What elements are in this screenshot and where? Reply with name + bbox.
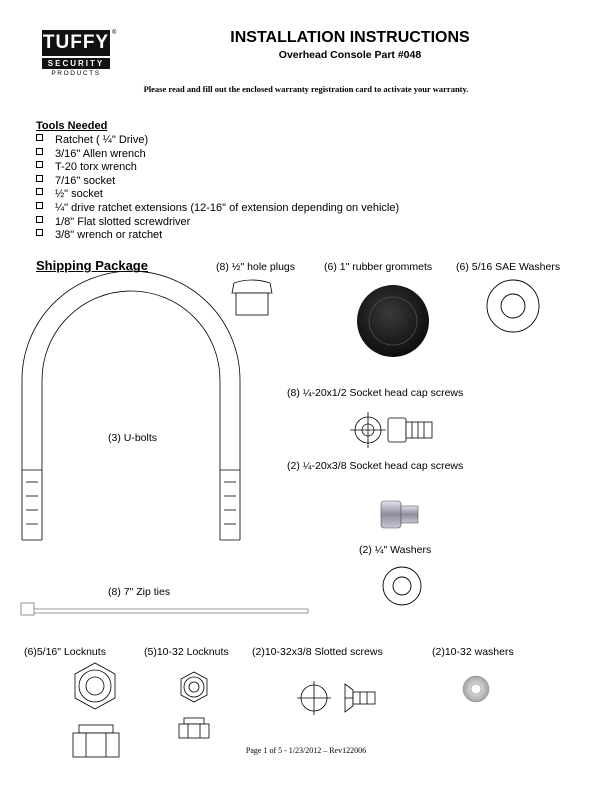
label-hole-plugs: (8) ½" hole plugs [216,261,296,273]
label-washers-1032: (2)10-32 washers [432,646,514,658]
cap-screw-long-icon [350,412,432,448]
logo-products-text: PRODUCTS [51,70,101,77]
locknut-1032-side-icon [179,718,209,738]
label-locknuts-516: (6)5/16" Locknuts [24,646,106,658]
list-item: 3/8" wrench or ratchet [36,229,399,243]
label-slotted-screws: (2)10-32x3/8 Slotted screws [252,646,383,658]
list-item: Ratchet ( ¼" Drive) [36,134,399,148]
hole-plug-icon [232,280,272,315]
logo-security-text: SECURITY [42,58,110,69]
label-cap-screws-short: (2) ¼-20x3/8 Socket head cap screws [287,460,464,472]
label-zip-ties: (8) 7" Zip ties [108,586,171,598]
label-cap-screws-long: (8) ¼-20x1/2 Socket head cap screws [287,387,464,399]
list-item: T-20 torx wrench [36,161,399,175]
slotted-screw-icon [297,681,375,715]
label-u-bolts: (3) U-bolts [108,432,158,444]
tools-heading: Tools Needed [36,120,108,132]
rubber-grommet-icon [357,285,429,357]
zip-tie-icon [21,603,308,615]
page-subtitle: Overhead Console Part #048 [278,49,422,61]
list-item: 7/16" socket [36,175,399,189]
warranty-note: Please read and fill out the enclosed warranty registration card to activate your warranty. [143,84,469,94]
list-item: 3/16" Allen wrench [36,148,399,162]
list-item: ½" socket [36,188,399,202]
cap-screw-short-icon [381,501,418,528]
locknut-1032-top-icon [181,672,207,702]
quarter-washer-icon [383,567,421,605]
label-grommets: (6) 1" rubber grommets [324,261,433,273]
page-footer: Page 1 of 5 - 1/23/2012 – Rev122006 [245,746,367,755]
locknut-516-top-icon [75,663,115,709]
label-quarter-washers: (2) ¼" Washers [359,544,432,556]
logo-wordmark: TUFFY [42,30,110,56]
washer-1032-icon [463,676,489,702]
logo-registered-mark: ® [112,30,117,36]
u-bolt-icon [22,271,240,540]
page-title: INSTALLATION INSTRUCTIONS [230,29,470,46]
list-item: ¼" drive ratchet extensions (12-16" of extension depending on vehicle) [36,202,399,216]
label-locknuts-1032: (5)10-32 Locknuts [144,646,229,658]
sae-washer-icon [487,280,539,332]
label-sae-washers: (6) 5/16 SAE Washers [456,261,561,273]
shipping-heading: Shipping Package [36,258,148,273]
list-item: 1/8" Flat slotted screwdriver [36,216,399,230]
